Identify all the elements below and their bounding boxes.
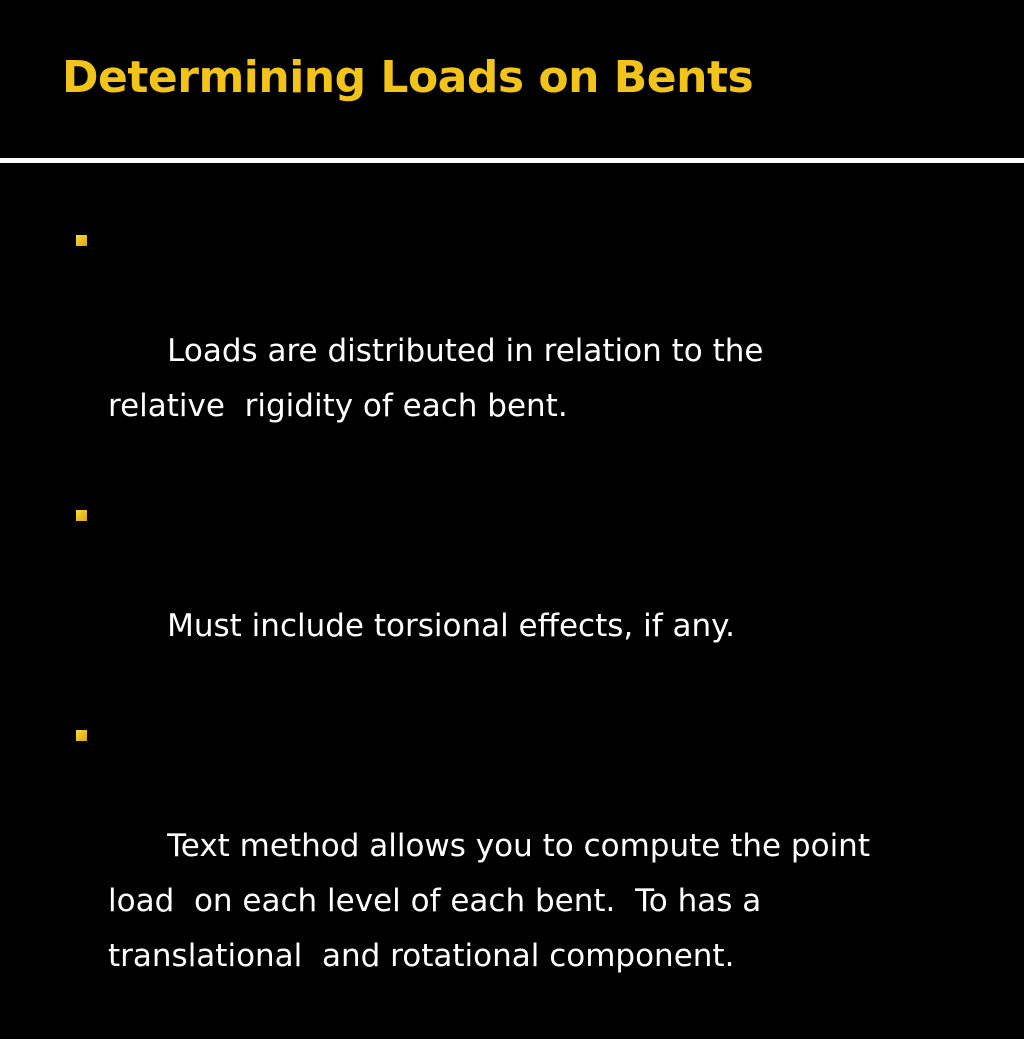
bullet-text: Text method allows you to compute the point load on each level of each bent. To has a translational and rotational component. (108, 828, 870, 974)
slide-title: Determining Loads on Bents (62, 52, 754, 103)
bullet-list (72, 214, 992, 1039)
bullet-text: Loads are distributed in relation to the relative rigidity of each bent. (108, 333, 764, 424)
square-bullet-icon (76, 235, 87, 246)
square-bullet-icon (76, 510, 87, 521)
bullet-item (72, 214, 992, 489)
bullet-item (72, 709, 992, 1039)
bullet-item (72, 489, 992, 709)
bullet-text: Must include torsional effects, if any. (167, 608, 735, 644)
title-divider (0, 158, 1024, 163)
square-bullet-icon (76, 730, 87, 741)
